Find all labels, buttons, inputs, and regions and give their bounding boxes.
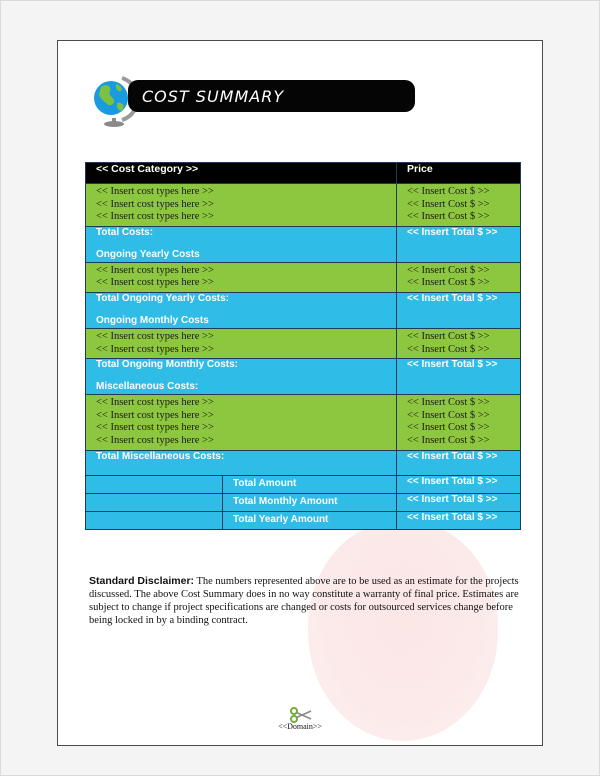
cost-type-item[interactable]: << Insert cost types here >> bbox=[96, 277, 214, 289]
section-heading-ongoing-yearly: Ongoing Yearly Costs bbox=[96, 248, 200, 260]
cost-price-item[interactable]: << Insert Cost $ >> bbox=[407, 198, 490, 210]
total-amount-label: Total Amount bbox=[233, 477, 297, 489]
empty-cell bbox=[86, 494, 223, 511]
total-ongoing-yearly-label: Total Ongoing Yearly Costs: bbox=[96, 292, 229, 304]
total-costs-row bbox=[86, 226, 521, 262]
section-heading-ongoing-monthly: Ongoing Monthly Costs bbox=[96, 314, 209, 326]
cost-price-item[interactable]: << Insert Cost $ >> bbox=[407, 409, 490, 421]
cost-price-item[interactable]: << Insert Cost $ >> bbox=[407, 422, 490, 434]
total-yearly-amount-value[interactable]: << Insert Total $ >> bbox=[407, 511, 498, 523]
cost-price-item[interactable]: << Insert Cost $ >> bbox=[407, 264, 490, 276]
standard-disclaimer bbox=[89, 575, 521, 627]
cost-type-item[interactable]: << Insert cost types here >> bbox=[96, 422, 214, 434]
cost-group-1 bbox=[86, 184, 521, 227]
cost-type-item[interactable]: << Insert cost types here >> bbox=[96, 264, 214, 276]
domain-footer: <<Domain>> bbox=[278, 722, 322, 731]
header-price: Price bbox=[397, 163, 521, 184]
cost-price-item[interactable]: << Insert Cost $ >> bbox=[407, 330, 490, 342]
cost-price-item[interactable]: << Insert Cost $ >> bbox=[407, 343, 490, 355]
total-ongoing-yearly-value[interactable]: << Insert Total $ >> bbox=[407, 292, 498, 304]
total-miscellaneous-label: Total Miscellaneous Costs: bbox=[96, 450, 225, 462]
cost-type-item[interactable]: << Insert cost types here >> bbox=[96, 343, 214, 355]
table-header-row bbox=[86, 163, 521, 184]
header-cost-category: << Cost Category >> bbox=[86, 163, 397, 184]
total-ongoing-monthly-value[interactable]: << Insert Total $ >> bbox=[407, 359, 498, 371]
document-page bbox=[57, 40, 543, 746]
cost-price-item[interactable]: << Insert Cost $ >> bbox=[407, 397, 490, 409]
section-heading-miscellaneous: Miscellaneous Costs: bbox=[96, 381, 199, 393]
empty-cell bbox=[86, 476, 223, 493]
page-title: COST SUMMARY bbox=[142, 87, 285, 106]
cost-type-item[interactable]: << Insert cost types here >> bbox=[96, 330, 214, 342]
apple-watermark bbox=[308, 521, 498, 741]
cost-type-item[interactable]: << Insert cost types here >> bbox=[96, 409, 214, 421]
total-costs-label: Total Costs: bbox=[96, 226, 154, 238]
total-amount-value[interactable]: << Insert Total $ >> bbox=[407, 475, 498, 487]
disclaimer-body: The numbers represented above are to be used as an estimate for the projects discussed. The above Cost Summary does in no way constitute a warranty of final price. Estimates are subject to change if project specifications are changed or costs for outsourced services change before being locked in by a binding contract. bbox=[89, 576, 519, 626]
total-ongoing-monthly-row bbox=[86, 359, 521, 395]
total-ongoing-monthly-label: Total Ongoing Monthly Costs: bbox=[96, 359, 239, 371]
cost-type-item[interactable]: << Insert cost types here >> bbox=[96, 211, 214, 223]
total-monthly-amount-label: Total Monthly Amount bbox=[233, 495, 338, 507]
cost-price-item[interactable]: << Insert Cost $ >> bbox=[407, 277, 490, 289]
total-ongoing-yearly-row bbox=[86, 292, 521, 328]
cost-price-item[interactable]: << Insert Cost $ >> bbox=[407, 186, 490, 197]
cost-price-item[interactable]: << Insert Cost $ >> bbox=[407, 211, 490, 223]
cost-type-item[interactable]: << Insert cost types here >> bbox=[96, 186, 214, 197]
total-costs-value[interactable]: << Insert Total $ >> bbox=[407, 226, 498, 238]
total-amount-row bbox=[86, 475, 521, 493]
cost-group-3 bbox=[86, 328, 521, 358]
cost-type-item[interactable]: << Insert cost types here >> bbox=[96, 198, 214, 210]
total-yearly-amount-label: Total Yearly Amount bbox=[233, 513, 329, 525]
cost-group-2 bbox=[86, 262, 521, 292]
total-miscellaneous-row bbox=[86, 450, 521, 475]
cost-price-item[interactable]: << Insert Cost $ >> bbox=[407, 434, 490, 446]
total-yearly-amount-row bbox=[86, 511, 521, 529]
total-miscellaneous-value[interactable]: << Insert Total $ >> bbox=[407, 450, 498, 462]
total-monthly-amount-value[interactable]: << Insert Total $ >> bbox=[407, 493, 498, 505]
disclaimer-heading: Standard Disclaimer: bbox=[89, 575, 195, 587]
cost-summary-table bbox=[85, 162, 521, 530]
cost-group-4 bbox=[86, 395, 521, 450]
cost-type-item[interactable]: << Insert cost types here >> bbox=[96, 397, 214, 409]
cost-type-item[interactable]: << Insert cost types here >> bbox=[96, 434, 214, 446]
scissors-icon bbox=[288, 707, 314, 723]
empty-cell bbox=[86, 512, 223, 529]
total-monthly-amount-row bbox=[86, 493, 521, 511]
